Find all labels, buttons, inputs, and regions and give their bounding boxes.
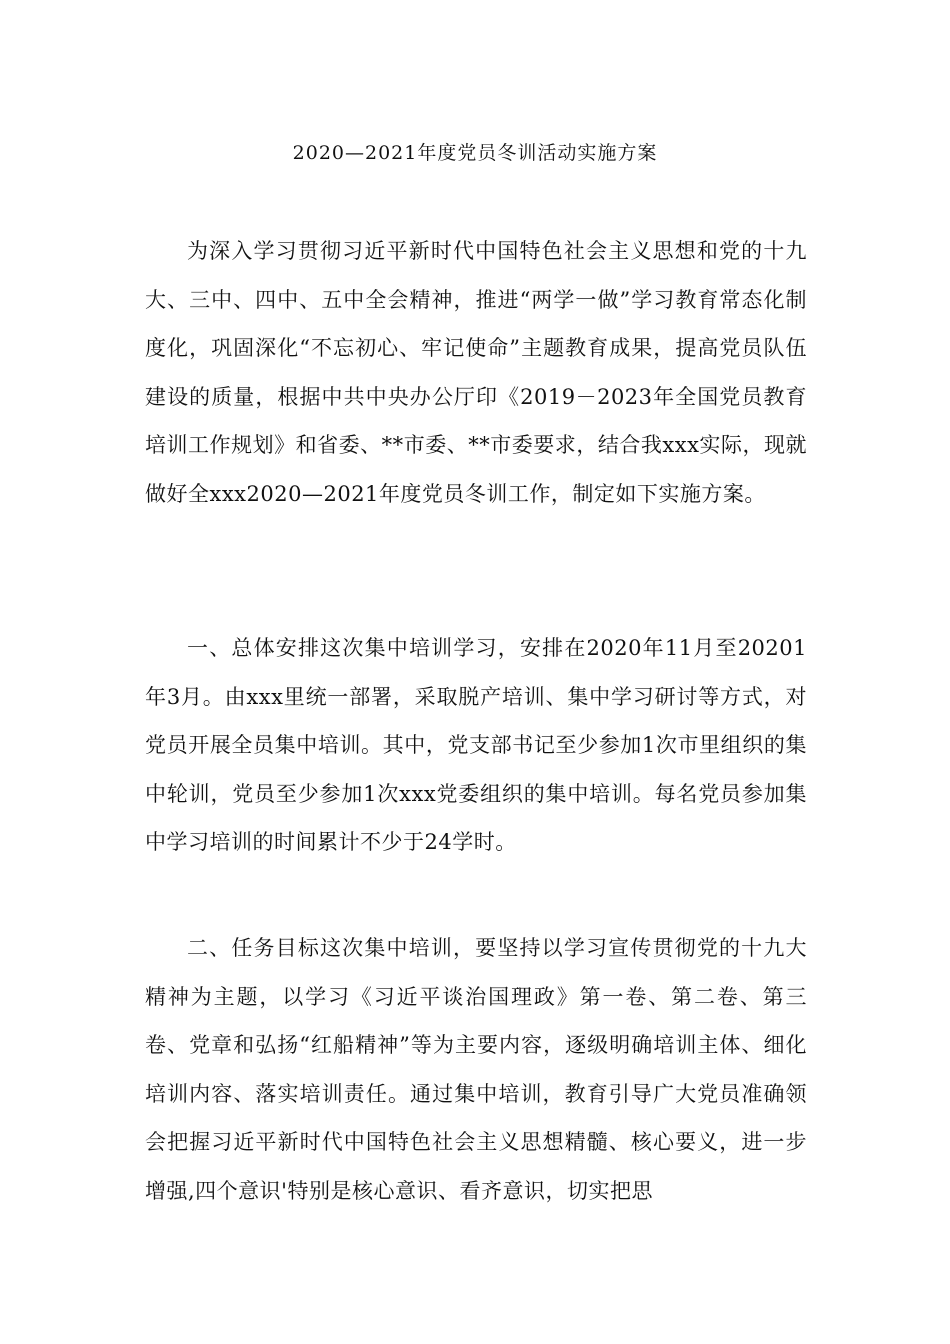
document-title: 2020—2021年度党员冬训活动实施方案	[292, 142, 658, 164]
paragraph-intro: 为深入学习贯彻习近平新时代中国特色社会主义思想和党的十九大、三中、四中、五中全会精神，推进“两学一做”学习教育常态化制度化，巩固深化“不忘初心、牢记使命”主题教育成果，提高党员队伍建设的质量，根据中共中央办公厅印《2019－2023年全国党员教育培训工作规划》和省委、**市委、**市委要求，结合我xxx实际，现就做好全xxx2020—2021年度党员冬训工作，制定如下实施方案。	[145, 239, 807, 506]
paragraph-overall-arrangement: 一、总体安排这次集中培训学习，安排在2020年11月至20201年3月。由xxx里统一部署，采取脱产培训、集中学习研讨等方式，对党员开展全员集中培训。其中，党支部书记至少参加1次市里组织的集中轮训，党员至少参加1次xxx党委组织的集中培训。每名党员参加集中学习培训的时间累计不少于24学时。	[145, 636, 807, 855]
paragraph-task-objectives: 二、任务目标这次集中培训，要坚持以学习宣传贯彻党的十九大精神为主题，以学习《习近平谈治国理政》第一卷、第二卷、第三卷、党章和弘扬“红船精神”等为主要内容，逐级明确培训主体、细化培训内容、落实培训责任。通过集中培训，教育引导广大党员准确领会把握习近平新时代中国特色社会主义思想精髓、核心要义，进一步增强,四个意识'特别是核心意识、看齐意识，切实把思	[145, 936, 807, 1203]
